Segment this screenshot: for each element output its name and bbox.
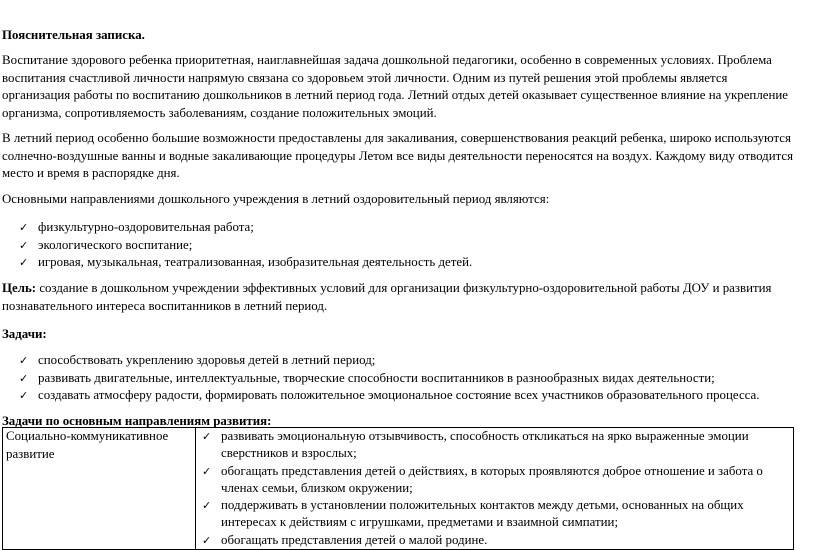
area-cell: Социально-коммуникативное развитие	[3, 428, 196, 550]
goal-text: создание в дошкольном учреждении эффективных условий для организации физкультурно-оздоровительной работы ДОУ и развития познавательного интереса воспитанников в летний период.	[2, 281, 772, 313]
directions-list	[0, 219, 472, 272]
list-item: ✓ игровая, музыкальная, театрализованная, изобразительная деятельность детей.	[0, 254, 472, 272]
intro-paragraph: Воспитание здорового ребенка приоритетная, наиглавнейшая задача дошкольной педагогики, особенно в современных условиях. Проблема воспитания счастливой личности напрямую связана со здоровьем этой личности. Одним из путей решения этой проблемы является организация работы по воспитанию дошкольников в летний период года. Летний отдых детей оказывает существенное влияние на укрепление организма, сопротивляемость заболеваниям, создание положительных эмоций.	[2, 53, 788, 120]
checkmark-icon: ✓	[19, 256, 29, 270]
list-item: ✓ поддерживать в установлении положительных контактов между детьми, основанных на общих интересах к действиям с игрушками, предметами и взаимной симпатии;	[202, 498, 744, 530]
checkmark-icon: ✓	[202, 533, 212, 547]
tasks-by-direction-heading: Задачи по основным направлениям развития:	[2, 414, 272, 428]
list-item: ✓ обогащать представления детей о действиях, в которых проявляются доброе отношение и забота о членах семьи, близком окружении;	[202, 463, 763, 495]
list-item: ✓ развивать двигательные, интеллектуальные, творческие способности воспитанников в разнообразных видах деятельности;	[0, 370, 759, 388]
goal-label: Цель:	[2, 281, 37, 295]
list-item: ✓ развивать эмоциональную отзывчивость, способность откликаться на ярко выраженные эмоции сверстников и взрослых;	[202, 429, 749, 461]
checkmark-icon: ✓	[19, 371, 29, 385]
checkmark-icon: ✓	[19, 221, 29, 234]
checkmark-icon: ✓	[19, 238, 29, 252]
checkmark-icon: ✓	[19, 389, 29, 403]
tasks-table	[2, 427, 794, 550]
summer-period-paragraph: В летний период особенно большие возможности предоставлены для закаливания, совершенствования реакций ребенка, широко используются солнечно-воздушные ванны и водные закаливающие процедуры Летом все виды деятельности переносятся на воздух. Каждому виду отводится место и время в распорядке дня.	[2, 131, 794, 181]
checkmark-icon: ✓	[19, 354, 29, 367]
list-item: ✓ обогащать представления детей о малой родине.	[199, 532, 790, 549]
checkmark-icon: ✓	[202, 464, 212, 478]
list-item: ✓ создавать атмосферу радости, формировать положительное эмоциональное состояние всех участников образовательного процесса.	[0, 387, 759, 405]
list-item: ✓ способствовать укреплению здоровья детей в летний период;	[0, 352, 759, 370]
tasks-heading: Задачи:	[2, 327, 47, 341]
area-tasks-list	[199, 428, 790, 549]
page-title: Пояснительная записка.	[2, 28, 145, 42]
checkmark-icon: ✓	[202, 430, 212, 443]
checkmark-icon: ✓	[202, 499, 212, 513]
list-item: ✓ физкультурно-оздоровительная работа;	[0, 219, 472, 237]
directions-intro-paragraph: Основными направлениями дошкольного учреждения в летний оздоровительный период являются:	[2, 192, 550, 206]
goal-paragraph	[2, 280, 792, 315]
table-row	[3, 428, 794, 550]
tasks-cell	[196, 428, 794, 550]
tasks-list	[0, 352, 759, 405]
list-item: ✓ экологического воспитание;	[0, 237, 472, 255]
